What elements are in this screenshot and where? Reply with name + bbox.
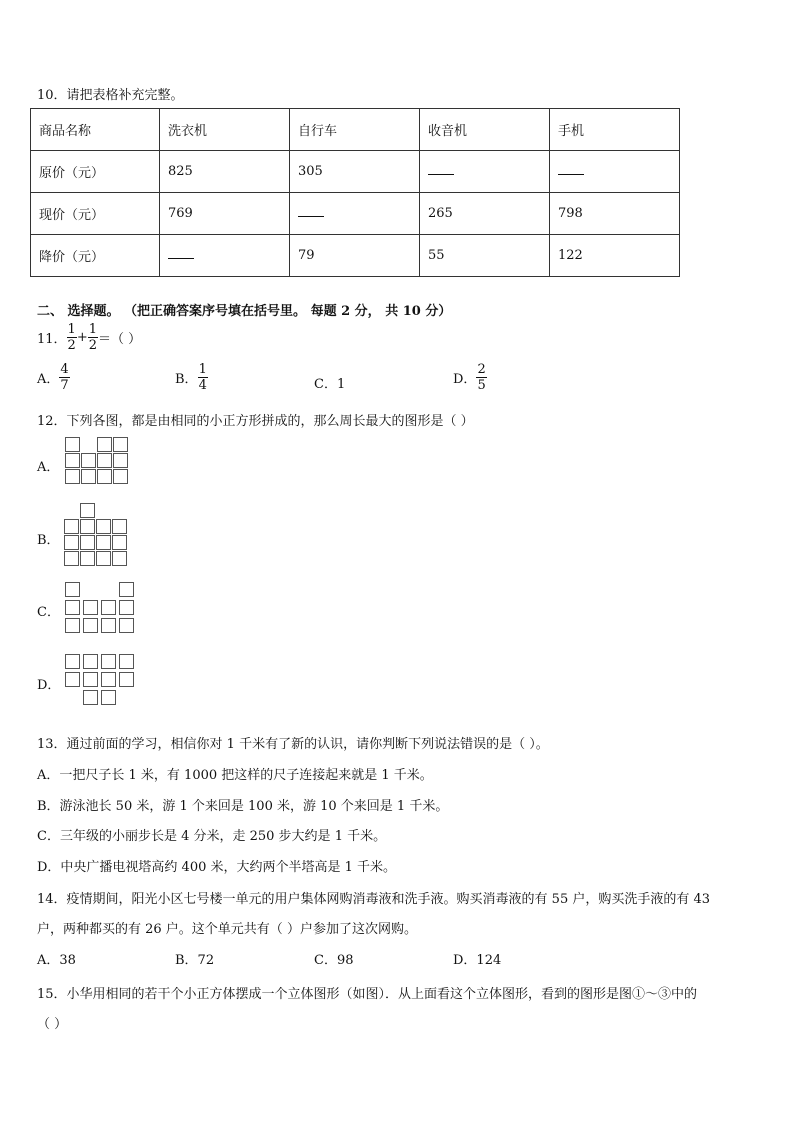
table-cell: 55 (420, 235, 550, 277)
grid-square (96, 535, 111, 550)
q14-option-a[interactable]: A．38 (37, 953, 76, 968)
grid-square (83, 672, 98, 687)
q11-option-d[interactable] (453, 362, 487, 393)
q12-stem: 12．下列各图，都是由相同的小正方形拼成的，那么周长最大的图形是（ ） (37, 414, 474, 429)
grid-square (65, 654, 80, 669)
q13-option-a[interactable]: A．一把尺子长 1 米，有 1000 把这样的尺子连接起来就是 1 千米。 (37, 768, 433, 783)
q12-option-d-label[interactable]: D． (37, 678, 61, 693)
grid-square (97, 453, 112, 468)
blank-cell[interactable] (160, 235, 290, 277)
fraction-numerator: 2 (477, 362, 486, 377)
q13-option-c[interactable]: C．三年级的小丽步长是 4 分米，走 250 步大约是 1 千米。 (37, 829, 387, 844)
grid-square (65, 437, 80, 452)
answer-blank[interactable] (168, 248, 194, 259)
q13-option-d[interactable]: D．中央广播电视塔高约 400 米，大约两个半塔高是 1 千米。 (37, 860, 397, 875)
table-cell: 769 (160, 193, 290, 235)
option-label: B． (175, 372, 198, 387)
price-table (30, 108, 680, 277)
fraction-denominator: 2 (67, 338, 76, 353)
fraction-numerator: 4 (60, 362, 69, 377)
q12-option-b-label[interactable]: B． (37, 533, 60, 548)
grid-square (65, 672, 80, 687)
fraction-denominator: 5 (477, 378, 486, 393)
fraction-denominator: 4 (198, 378, 207, 393)
grid-square (64, 519, 79, 534)
grid-square (96, 519, 111, 534)
grid-square (101, 618, 116, 633)
blank-cell[interactable] (420, 151, 550, 193)
grid-square (101, 654, 116, 669)
fraction (476, 362, 486, 393)
q12-option-a-label[interactable]: A． (37, 460, 60, 475)
q11-stem (37, 322, 141, 353)
figure-c (65, 582, 137, 638)
grid-square (83, 600, 98, 615)
grid-square (112, 551, 127, 566)
table-cell: 现价（元） (31, 193, 160, 235)
grid-square (112, 535, 127, 550)
q14-option-c[interactable]: C．98 (314, 953, 354, 968)
fraction-numerator: 1 (67, 322, 76, 337)
q15-stem-line2: （ ） (37, 1017, 68, 1032)
fraction (88, 322, 98, 353)
table-cell: 825 (160, 151, 290, 193)
grid-square (65, 600, 80, 615)
grid-square (119, 600, 134, 615)
table-cell: 305 (290, 151, 420, 193)
figure-b (64, 503, 132, 571)
q15-stem-line1: 15．小华用相同的若干个小正方体摆成一个立体图形（如图）．从上面看这个立体图形，看到的图形是图①～③中的 (37, 987, 698, 1002)
grid-square (119, 618, 134, 633)
grid-square (113, 437, 128, 452)
grid-square (119, 672, 134, 687)
table-cell: 降价（元） (31, 235, 160, 277)
fraction (67, 322, 77, 353)
section-heading: 二、 选择题。 （把正确答案序号填在括号里。 每题 2 分， 共 10 分） (37, 304, 452, 319)
option-label: A． (37, 372, 60, 387)
table-header-cell: 洗衣机 (160, 109, 290, 151)
q12-option-c-label[interactable]: C． (37, 605, 60, 620)
grid-square (81, 453, 96, 468)
q14-stem-line1: 14．疫情期间，阳光小区七号楼一单元的用户集体网购消毒液和洗手液。购买消毒液的有 55 户，购买洗手液的有 43 (37, 892, 711, 907)
answer-blank[interactable] (428, 164, 454, 175)
option-label: D． (453, 372, 477, 387)
grid-square (83, 618, 98, 633)
grid-square (97, 469, 112, 484)
grid-square (96, 551, 111, 566)
blank-cell[interactable] (290, 193, 420, 235)
table-cell: 798 (550, 193, 680, 235)
grid-square (65, 618, 80, 633)
table-header-cell: 收音机 (420, 109, 550, 151)
q11-option-c[interactable]: C．1 (314, 377, 346, 392)
q11-number: 11． (37, 332, 67, 347)
q11-option-a[interactable] (37, 362, 70, 393)
table-header-cell: 商品名称 (31, 109, 160, 151)
table-row (31, 235, 680, 277)
grid-square (80, 503, 95, 518)
q14-option-b[interactable]: B．72 (175, 953, 215, 968)
table-header-cell: 自行车 (290, 109, 420, 151)
grid-square (80, 535, 95, 550)
fraction (198, 362, 208, 393)
table-cell: 265 (420, 193, 550, 235)
answer-blank[interactable] (298, 206, 324, 217)
fraction-numerator: 1 (88, 322, 98, 337)
q14-stem-line2: 户，两种都买的有 26 户。这个单元共有（ ）户参加了这次网购。 (37, 922, 417, 937)
q10-title: 10．请把表格补充完整。 (37, 88, 184, 103)
grid-square (101, 600, 116, 615)
fraction-denominator: 7 (60, 378, 69, 393)
grid-square (64, 535, 79, 550)
q14-option-d[interactable]: D．124 (453, 953, 502, 968)
fraction (59, 362, 69, 393)
grid-square (97, 437, 112, 452)
grid-square (112, 519, 127, 534)
fraction-numerator: 1 (198, 362, 207, 377)
table-header-row (31, 109, 680, 151)
grid-square (65, 582, 80, 597)
q13-option-b[interactable]: B．游泳池长 50 米，游 1 个来回是 100 米，游 10 个来回是 1 千米。 (37, 799, 449, 814)
answer-blank[interactable] (558, 164, 584, 175)
grid-square (83, 654, 98, 669)
q11-option-b[interactable] (175, 362, 208, 393)
table-cell: 原价（元） (31, 151, 160, 193)
grid-square (83, 690, 98, 705)
grid-square (101, 672, 116, 687)
grid-square (113, 469, 128, 484)
grid-square (65, 469, 80, 484)
grid-square (80, 519, 95, 534)
grid-square (81, 469, 96, 484)
grid-square (64, 551, 79, 566)
figure-d (65, 654, 141, 710)
q13-stem: 13．通过前面的学习，相信你对 1 千米有了新的认识，请你判断下列说法错误的是（ ）。 (37, 737, 549, 752)
grid-square (119, 582, 134, 597)
grid-square (119, 654, 134, 669)
grid-square (65, 453, 80, 468)
table-row (31, 193, 680, 235)
plus-sign: + (76, 330, 88, 345)
table-cell: 79 (290, 235, 420, 277)
grid-square (113, 453, 128, 468)
table-cell: 122 (550, 235, 680, 277)
table-row (31, 151, 680, 193)
fraction-denominator: 2 (88, 338, 98, 353)
table-header-cell: 手机 (550, 109, 680, 151)
figure-a (65, 437, 133, 491)
grid-square (80, 551, 95, 566)
blank-cell[interactable] (550, 151, 680, 193)
grid-square (101, 690, 116, 705)
q11-tail: ＝（ ） (98, 332, 142, 347)
